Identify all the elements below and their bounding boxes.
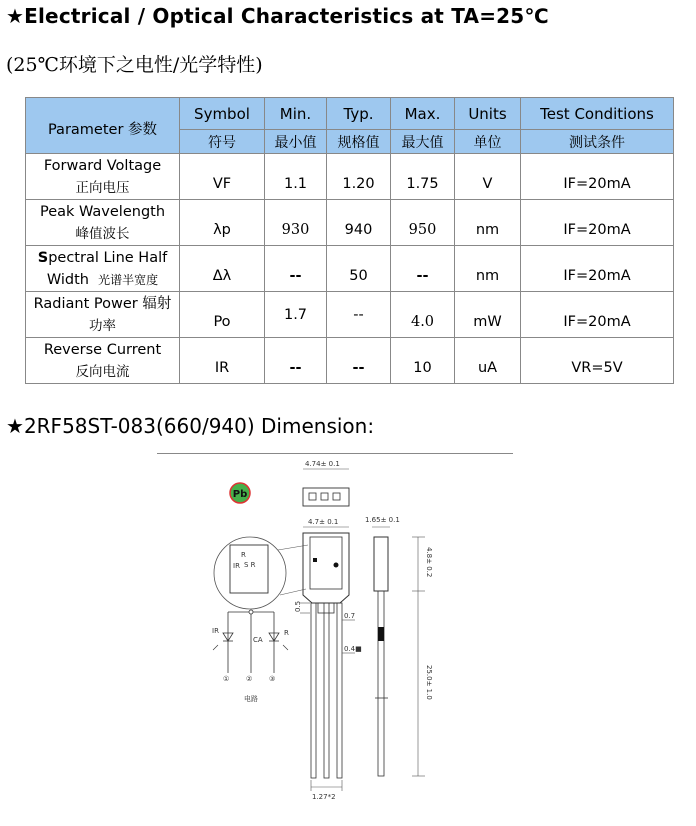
dim-pitch: 1.27*2 <box>312 793 336 801</box>
lead-2 <box>324 603 329 778</box>
table-row <box>26 292 674 338</box>
dim-lead-b: 0.4■ <box>344 645 362 653</box>
star-icon: ★ <box>6 4 25 28</box>
header-units-cn: 单位 <box>455 130 521 154</box>
lead-frame <box>318 603 334 613</box>
max-cell: -- <box>391 246 455 292</box>
table-row <box>26 246 674 292</box>
max-cell: 1.75 <box>391 154 455 200</box>
dimension-drawing <box>150 455 520 815</box>
dim-body-height: 4.8± 0.2 <box>425 547 433 578</box>
top-view-pin <box>309 493 316 500</box>
side-lead <box>378 591 384 776</box>
header-max: Max. <box>391 98 455 130</box>
label-ir: IR <box>212 627 219 635</box>
pb-free-icon <box>230 483 250 503</box>
star-icon: ★ <box>6 414 24 438</box>
dim-side-width: 1.65± 0.1 <box>365 516 400 524</box>
top-view-outline <box>303 488 349 506</box>
min-cell: 1.1 <box>265 154 327 200</box>
header-max-cn: 最大值 <box>391 130 455 154</box>
typ-cell: -- <box>327 338 391 384</box>
pb-badge-text: Pb <box>232 489 248 500</box>
pin-2-label: ② <box>246 675 253 683</box>
lead-3 <box>337 603 342 778</box>
typ-cell: 50 <box>327 246 391 292</box>
spec-subtitle: (25℃环境下之电性/光学特性) <box>6 54 263 76</box>
units-cell: uA <box>455 338 521 384</box>
symbol-cell: Po <box>180 292 265 338</box>
table-row <box>26 200 674 246</box>
dim-step: 0.5 <box>294 600 302 612</box>
header-min: Min. <box>265 98 327 130</box>
side-body-outline <box>374 537 388 591</box>
characteristics-table <box>25 97 674 384</box>
header-parameter: Parameter 参数 <box>26 98 180 154</box>
parameter-cell: Forward Voltage 正向电压 <box>26 154 180 200</box>
units-cell: nm <box>455 200 521 246</box>
header-test-cn: 测试条件 <box>521 130 674 154</box>
dim-lead-a: 0.7 <box>344 612 356 620</box>
typ-cell: -- <box>327 292 391 338</box>
inset-mark: S R <box>244 561 256 569</box>
min-cell: 1.7 <box>265 292 327 338</box>
min-cell: -- <box>265 246 327 292</box>
header-units: Units <box>455 98 521 130</box>
pin-1-label: ① <box>223 675 230 683</box>
top-view-pin <box>333 493 340 500</box>
parameter-cell: Reverse Current 反向电流 <box>26 338 180 384</box>
test-cell: IF=20mA <box>521 200 674 246</box>
symbol-cell: λp <box>180 200 265 246</box>
header-min-cn: 最小值 <box>265 130 327 154</box>
side-lead-mark <box>378 627 384 641</box>
max-cell: 950 <box>391 200 455 246</box>
header-symbol-cn: 符号 <box>180 130 265 154</box>
header-typ-cn: 规格值 <box>327 130 391 154</box>
min-cell: -- <box>265 338 327 384</box>
test-cell: VR=5V <box>521 338 674 384</box>
test-cell: IF=20mA <box>521 292 674 338</box>
typ-cell: 1.20 <box>327 154 391 200</box>
min-cell: 930 <box>265 200 327 246</box>
dim-body-width: 4.7± 0.1 <box>308 518 339 526</box>
parameter-cell: Radiant Power 辐射 功率 <box>26 292 180 338</box>
dim-lead-length: 25.0± 1.0 <box>425 665 433 700</box>
header-typ: Typ. <box>327 98 391 130</box>
top-view-pin <box>321 493 328 500</box>
dimension-heading: ★2RF58ST-083(660/940) Dimension: <box>6 414 375 438</box>
parameter-cell: Spectral Line Half Width 光谱半宽度 <box>26 246 180 292</box>
dim-top-width: 4.74± 0.1 <box>305 460 340 468</box>
inset-ir: IR <box>233 562 240 570</box>
inset-r: R <box>241 551 246 559</box>
units-cell: nm <box>455 246 521 292</box>
header-test: Test Conditions <box>521 98 674 130</box>
pin-3-label: ③ <box>269 675 276 683</box>
symbol-cell: Δλ <box>180 246 265 292</box>
table-row <box>26 338 674 384</box>
table-row <box>26 154 674 200</box>
typ-cell: 940 <box>327 200 391 246</box>
chip-mark <box>313 558 317 562</box>
chip-dot <box>334 563 339 568</box>
max-cell: 10 <box>391 338 455 384</box>
symbol-cell: IR <box>180 338 265 384</box>
spec-title: ★Electrical / Optical Characteristics at TA=25℃ <box>6 4 549 28</box>
units-cell: mW <box>455 292 521 338</box>
inset-circle <box>214 537 286 609</box>
drawing-top-rule <box>157 453 513 454</box>
test-cell: IF=20mA <box>521 154 674 200</box>
max-cell: 4.0 <box>391 292 455 338</box>
label-r: R <box>284 629 289 637</box>
header-symbol: Symbol <box>180 98 265 130</box>
symbol-cell: VF <box>180 154 265 200</box>
units-cell: V <box>455 154 521 200</box>
lead-1 <box>311 603 316 778</box>
test-cell: IF=20mA <box>521 246 674 292</box>
label-ca: CA <box>253 636 263 644</box>
circuit-caption: 电路 <box>244 695 258 703</box>
parameter-cell: Peak Wavelength 峰值波长 <box>26 200 180 246</box>
